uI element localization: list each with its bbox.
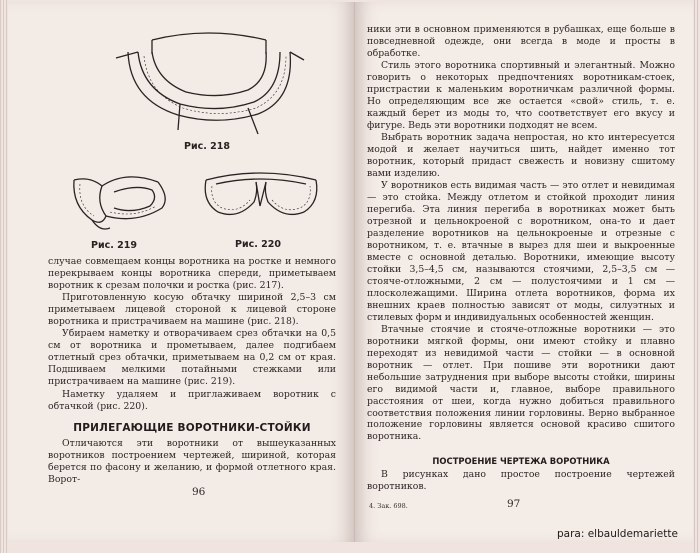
left-paragraph: Приготовленную косую обтачку шириной 2,5–3 см приметываем лицевой стороной к лицевой стороне воротника и пристрачиваем на машине (рис. 218).: [48, 292, 336, 328]
section-subheading: ПОСТРОЕНИЕ ЧЕРТЕЖА ВОРОТНИКА: [432, 456, 610, 466]
right-body-text: [367, 24, 675, 443]
right-paragraph: Втачные стоячие и стояче-отложные воротники — это воротники мягкой формы, они имеют стойку и плавно переходят из невидимой части — стойки — в основной воротник — отлет. При пошиве эти воротники дают небольшие затруднения при выборе высоты стойки, ширины его видимой части и, главное, выборе правильного расстояния от шеи, когда нужно добиться правильного соответствия положения линии горловины. Верно выбранное положение горловины является основой красиво сшитого воротника.: [367, 323, 675, 443]
watermark-text: para: elbauldemariette: [557, 528, 678, 540]
right-page: [355, 2, 693, 542]
page-number-left: 96: [192, 486, 206, 498]
figure-219-caption: Рис. 219: [91, 240, 137, 251]
left-paragraph: Отличаются эти воротники от вышеуказанных воротников построением чертежей, шириной, которая берется по фасону и желанию, и формой отлетного края. Ворот-: [48, 438, 336, 486]
left-body-text-bottom: [48, 438, 336, 486]
right-paragraph: Стиль этого воротника спортивный и элегантный. Можно говорить о некоторых предпочтениях воротникам-стоек, пристрастии к маленьким воротничкам различной формы. Но определяющим все же остается «свой» стиль, т. е. каждый берет из моды то, что соответствует его вкусу и фигуре. Ведь эти воротники подходят не всем.: [367, 59, 675, 131]
left-body-text: [48, 256, 336, 413]
figure-219-collar-drawing: [66, 162, 186, 238]
right-paragraph: Выбрать воротник задача непростая, но кто интересуется модой и желает научиться шить, найдет именно тот воротник, который придаст свежесть и новизну сшитому вами изделию.: [367, 131, 675, 179]
figure-220-caption: Рис. 220: [235, 239, 281, 250]
right-body-text-bottom: [367, 469, 675, 493]
right-paragraph: У воротников есть видимая часть — это отлет и невидимая — это стойка. Между отлетом и стойкой проходит линия перегиба. Эта линия перегиба в воротниках может быть отрезной и цельнокроеной с воротником, она-то и дает разделение воротников на цельнокроеные и отрезные с воротником, т. е. втачные в вырез для шеи и выкроенные вместе с основной деталью. Воротники, имеющие высоту стойки 3,5–4,5 см, называются стоячими, 2,5–3,5 см — стояче-отложными, 2 см — полустоячими и 1 см — плосколежащими. Ширина отлета воротников, форма их внешних краев полностью зависят от моды, силуэтных и стилевых форм и индивидуальных особенностей женщин.: [367, 179, 675, 323]
page-number-right: 97: [507, 498, 521, 510]
figure-218-collar-drawing: [108, 30, 308, 140]
page-edges-right: [692, 0, 700, 553]
right-paragraph: В рисунках дано простое построение чертежей воротников.: [367, 469, 675, 493]
left-page: [8, 2, 355, 542]
figure-220-collar-drawing: [196, 162, 326, 238]
figure-218-caption: Рис. 218: [184, 141, 230, 152]
section-heading: ПРИЛЕГАЮЩИЕ ВОРОТНИКИ-СТОЙКИ: [73, 422, 311, 434]
printing-footnote: 4. Зак. 698.: [369, 502, 408, 510]
left-paragraph: случае совмещаем концы воротника на ростке и немного перекрываем концы воротника спереди, приметываем воротник к срезам полочки и ростка (рис. 217).: [48, 256, 336, 292]
left-paragraph: Наметку удаляем и приглаживаем воротник с обтачкой (рис. 220).: [48, 388, 336, 412]
left-paragraph: Убираем наметку и отворачиваем срез обтачки на 0,5 см от воротника и прометываем, далее подгибаем отлетный срез обтачки, приметываем на 0,2 см от края. Подшиваем мелкими потайными стежками или пристрачиваем на машине (рис. 219).: [48, 328, 336, 388]
right-paragraph: ники эти в основном применяются в рубашках, еще больше в повседневной одежде, они всегда в моде и просты в обработке.: [367, 24, 675, 59]
